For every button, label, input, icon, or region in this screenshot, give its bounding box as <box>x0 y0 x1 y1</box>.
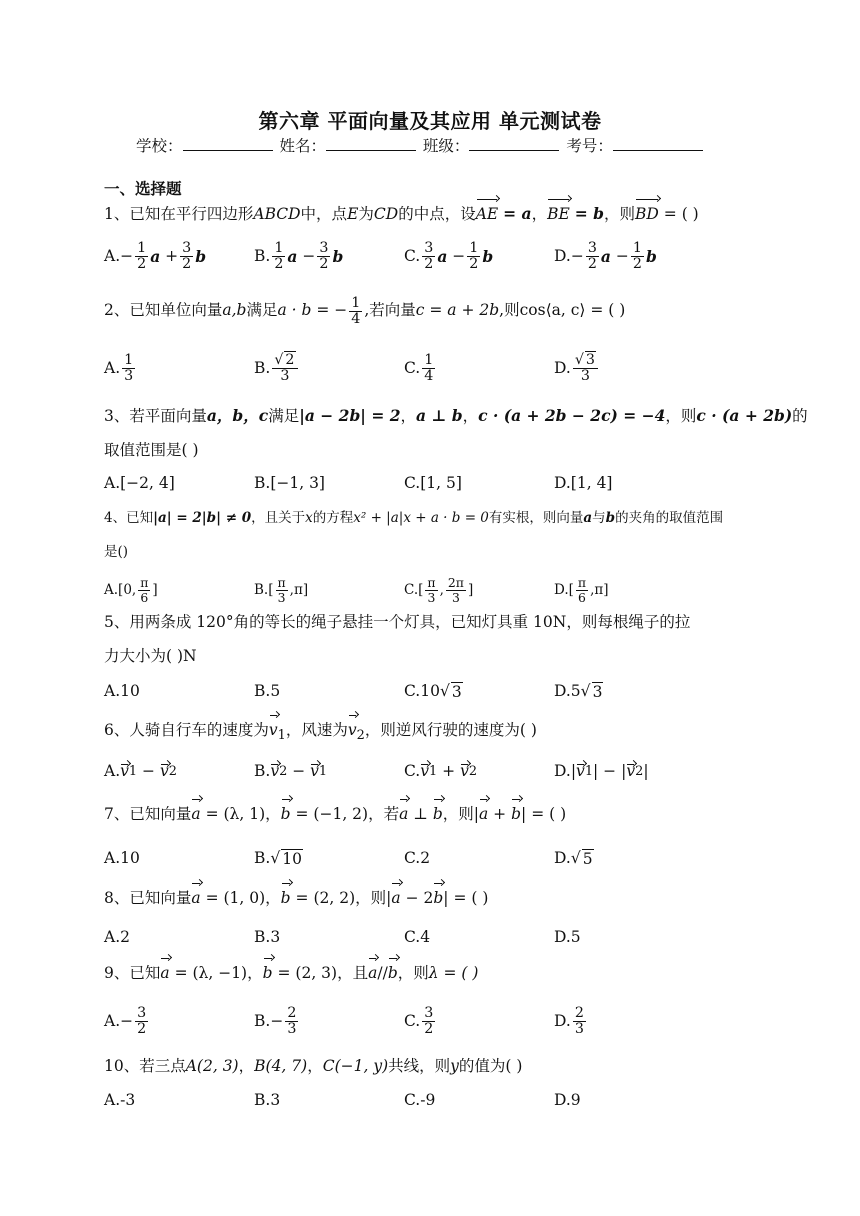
q4-line2: 是() <box>104 544 129 560</box>
q10-text: 10、若三点 <box>104 1057 186 1075</box>
q9-text: 9、已知 <box>104 964 161 982</box>
fraction: $\frac{1}{4}$ <box>424 351 434 384</box>
question-4 <box>104 501 764 569</box>
q7-options <box>104 838 764 878</box>
question-3 <box>104 399 808 467</box>
q2-option-c[interactable] <box>404 348 437 388</box>
q9-end: λ = ( ) <box>428 964 479 982</box>
q2-cond: a · b = − <box>277 301 348 319</box>
option-letter: D. <box>554 762 571 780</box>
q1-end: = ( ) <box>663 205 699 223</box>
q8-text: ，则 <box>355 889 387 907</box>
q7-text: ，则 <box>442 805 474 823</box>
q4-option-c[interactable]: C. [ $\frac{\pi}{3}$ , $\frac{2\pi}{3}$ ] <box>404 575 474 605</box>
q1-option-c[interactable]: C. $\frac{3}{2}$ a − $\frac{1}{2}$ b <box>404 239 494 272</box>
q10-option-d[interactable]: D.9 <box>554 1091 581 1109</box>
option-letter: D. <box>554 1012 571 1030</box>
q1-vec-bd: BD <box>635 197 659 231</box>
q1-options <box>104 236 764 276</box>
fraction: $\frac{√ 2}{3}$ <box>272 353 297 384</box>
q7-option-b[interactable]: B. √ 10 <box>254 849 302 868</box>
q6-option-b[interactable]: B. v 2 − v 1 <box>254 762 328 780</box>
option-letter: D. <box>554 247 571 265</box>
option-letter: C. <box>404 359 421 377</box>
q9-par: // <box>377 964 388 982</box>
fraction: $\frac{3}{2}$ <box>424 1004 434 1037</box>
q10-text: 共线，则 <box>388 1057 451 1075</box>
q7-text: 7、已知向量 <box>104 805 192 823</box>
q8-b-val: = (2, 2) <box>295 889 356 907</box>
option-letter: B. <box>254 359 271 377</box>
q9-options <box>104 1001 764 1041</box>
q1-option-a[interactable]: A. − $\frac{1}{2}$ a + $\frac{3}{2}$ b <box>104 239 207 272</box>
q7-perp: ⊥ <box>413 805 428 823</box>
q8-end: = ( ) <box>453 889 489 907</box>
q4-options <box>104 570 764 610</box>
number-label: 考号： <box>566 137 613 155</box>
q8-text: 8、已知向量 <box>104 889 192 907</box>
q3-text: 的 <box>792 407 808 425</box>
q10-option-a[interactable]: A.-3 <box>104 1091 136 1109</box>
q4-eq: x² + |a|x + a · b = 0 <box>353 510 489 526</box>
q2-text: 2、已知单位向量 <box>104 301 223 319</box>
q1-text: 的中点，设 <box>398 205 476 223</box>
school-label: 学校： <box>136 137 183 155</box>
q3-option-b[interactable]: B.[−1, 3] <box>254 474 325 492</box>
number-blank[interactable] <box>613 136 703 151</box>
q8-option-d[interactable]: D.5 <box>554 928 581 946</box>
q10-y: y <box>450 1057 459 1075</box>
q10-option-c[interactable]: C.-9 <box>404 1091 436 1109</box>
q2-options <box>104 348 764 388</box>
q7-a-val: = (λ, 1) <box>205 805 266 823</box>
q7-end: = ( ) <box>531 805 567 823</box>
q4-text: 的夹角的取值范围 <box>615 510 724 526</box>
q8-option-a[interactable]: A.2 <box>104 928 130 946</box>
q4-b: b <box>605 510 616 526</box>
option-letter: B. <box>254 582 269 598</box>
q4-text: 与 <box>592 510 606 526</box>
option-letter: A. <box>104 359 121 377</box>
fraction: $\frac{3}{2}$ <box>137 1004 147 1037</box>
option-letter: C. <box>404 582 419 598</box>
question-8: 8、已知向量a = (1, 0)，b = (2, 2)，则|a − 2b| = ( ) <box>104 881 764 915</box>
q1-text: ，则 <box>604 205 636 223</box>
q9-option-d[interactable] <box>554 1001 588 1041</box>
q6-options <box>104 751 764 791</box>
q3-line2: 取值范围是( ) <box>104 441 199 459</box>
q1-option-d[interactable]: D. − $\frac{3}{2}$ a − $\frac{1}{2}$ b <box>554 239 657 272</box>
question-5 <box>104 605 764 673</box>
q4-text: ，且关于 <box>251 510 306 526</box>
q8-option-c[interactable]: C.4 <box>404 928 431 946</box>
q4-option-a[interactable]: A. [0, $\frac{\pi}{6}$ ] <box>104 575 158 605</box>
q10-point-c: C(−1, y) <box>322 1057 389 1075</box>
q7-option-c[interactable]: C.2 <box>404 849 431 867</box>
q4-option-b[interactable]: B. [ $\frac{\pi}{3}$ ,π] <box>254 575 309 605</box>
q4-text: 有实根，则向量 <box>488 510 584 526</box>
q1-option-b[interactable]: B. $\frac{1}{2}$ a − $\frac{3}{2}$ b <box>254 239 344 272</box>
q9-b-val: = (2, 3) <box>277 964 338 982</box>
q3-text: 满足 <box>268 407 300 425</box>
option-letter: D. <box>554 582 569 598</box>
q1-cd: CD <box>373 205 399 223</box>
option-letter: B. <box>254 762 271 780</box>
q2-option-a[interactable] <box>104 348 137 388</box>
q1-eq-a: = a <box>503 204 532 223</box>
q10-options <box>104 1080 764 1120</box>
q2-text: ,则 <box>499 301 520 319</box>
fraction: $\frac{2}{3}$ <box>287 1004 297 1037</box>
q2-ab: a,b <box>222 301 247 319</box>
option-letter: B. <box>254 1012 271 1030</box>
fraction: $\frac{\pi}{3}$ <box>277 575 286 605</box>
q7-b-val: = (−1, 2) <box>295 805 369 823</box>
q2-option-b[interactable] <box>254 348 300 388</box>
fraction: $\frac{1}{2}$ <box>137 239 147 272</box>
q6-option-a[interactable]: A. v 1 − v 2 <box>104 762 177 780</box>
q5-line2: 力大小为( )N <box>104 647 197 665</box>
q5-option-a[interactable]: A.10 <box>104 682 140 700</box>
q8-options <box>104 917 764 957</box>
q3-option-d[interactable]: D.[1, 4] <box>554 474 613 492</box>
option-letter: D. <box>554 359 571 377</box>
q9-option-b[interactable]: B. − $\frac{2}{3}$ <box>254 1004 297 1037</box>
q9-text: ，且 <box>337 964 369 982</box>
q2-c: c = a + 2b <box>415 301 500 319</box>
q8-a-val: = (1, 0) <box>205 889 266 907</box>
q5-option-c[interactable]: C.10 √ 3 <box>404 682 462 701</box>
q1-e: E <box>347 205 359 223</box>
q4-option-d[interactable]: D. [ $\frac{\pi}{6}$ ,π] <box>554 575 609 605</box>
q5-options <box>104 671 764 711</box>
q5-line1: 5、用两条成 120°角的等长的绳子悬挂一个灯具，已知灯具重 10N，则每根绳子的拉 <box>104 613 691 631</box>
option-letter: C. <box>404 762 421 780</box>
option-letter: B. <box>254 247 271 265</box>
fraction: $\frac{1}{4}$ <box>351 294 361 327</box>
q1-text: 为 <box>358 205 374 223</box>
q6-text: ，则逆风行驶的速度为( ) <box>364 721 537 739</box>
q3-vars: a，b，c <box>206 406 269 425</box>
q6-option-d[interactable]: D. | v 1 | − | v 2 | <box>554 762 649 780</box>
option-letter: A. <box>104 762 121 780</box>
fraction: $\frac{\pi}{3}$ <box>427 575 436 605</box>
fraction: $\frac{3}{2}$ <box>424 239 434 272</box>
fraction: $\frac{1}{2}$ <box>274 239 284 272</box>
question-9: 9、已知a = (λ, −1)，b = (2, 3)，且a//b，则λ = ( ) <box>104 956 764 990</box>
q7-option-d[interactable]: D. √ 5 <box>554 849 593 868</box>
fraction: $\frac{2\pi}{3}$ <box>447 575 464 605</box>
q5-option-d[interactable]: D.5 √ 3 <box>554 682 603 701</box>
q3-text: 3、若平面向量 <box>104 407 207 425</box>
q1-vec-be: BE <box>547 197 570 231</box>
q3-cond1: |a − 2b| = 2 <box>299 406 401 425</box>
option-letter: C. <box>404 247 421 265</box>
fraction: $\frac{3}{2}$ <box>319 239 329 272</box>
option-letter: A. <box>104 247 121 265</box>
question-1: 1、已知在平行四边形ABCD中，点E为CD的中点，设AE = a，BE = b，则BD = ( ) <box>104 197 764 231</box>
fraction: $\frac{\pi}{6}$ <box>140 575 149 605</box>
option-letter: A. <box>104 1012 121 1030</box>
fraction: $\frac{√ 3}{3}$ <box>573 353 598 384</box>
q10-text: 的值为( ) <box>458 1057 523 1075</box>
fraction: $\frac{3}{2}$ <box>182 239 192 272</box>
q1-text: 中，点 <box>300 205 348 223</box>
option-text: D.5 <box>554 682 581 700</box>
q3-text: ，则 <box>665 407 697 425</box>
class-blank[interactable] <box>469 136 559 151</box>
q10-point-a: A(2, 3) <box>185 1057 239 1075</box>
q6-option-c[interactable]: C. v 1 + v 2 <box>404 762 478 780</box>
school-blank[interactable] <box>183 136 273 151</box>
name-label: 姓名： <box>279 137 326 155</box>
q7-text: ，若 <box>368 805 400 823</box>
q1-eq-b: = b <box>574 204 605 223</box>
q5-option-b[interactable]: B.5 <box>254 682 281 700</box>
q9-option-c[interactable] <box>404 1001 437 1041</box>
q9-a-val: = (λ, −1) <box>174 964 248 982</box>
q3-expr: c · (a + 2b) <box>696 406 793 425</box>
q6-text: 6、人骑自行车的速度为 <box>104 721 269 739</box>
q3-option-a[interactable]: A.[−2, 4] <box>104 474 175 492</box>
fraction: $\frac{1}{2}$ <box>469 239 479 272</box>
q1-abcd: ABCD <box>253 205 301 223</box>
fraction: $\frac{3}{2}$ <box>587 239 597 272</box>
q3-options <box>104 463 764 503</box>
option-letter: B. <box>254 849 271 867</box>
q2-text: ,若向量 <box>364 301 416 319</box>
q9-text: ，则 <box>397 964 429 982</box>
q4-text: 4、已知 <box>104 510 154 526</box>
option-letter: A. <box>104 582 119 598</box>
q7-option-a[interactable]: A.10 <box>104 849 140 867</box>
q3-cond3: c · (a + 2b − 2c) = −4 <box>478 406 666 425</box>
option-letter: C. <box>404 1012 421 1030</box>
question-10: 10、若三点A(2, 3)，B(4, 7)，C(−1, y)共线，则y的值为( ) <box>104 1057 523 1075</box>
q3-option-c[interactable]: C.[1, 5] <box>404 474 462 492</box>
page-title: 第六章 平面向量及其应用 单元测试卷 <box>258 109 602 133</box>
question-2 <box>104 293 764 327</box>
q3-cond2: a ⊥ b <box>416 406 463 425</box>
fraction: $\frac{\pi}{6}$ <box>577 575 587 605</box>
q2-option-d[interactable] <box>554 348 600 388</box>
q10-option-b[interactable]: B.3 <box>254 1091 281 1109</box>
q1-vec-ae: AE <box>476 197 499 231</box>
fraction: $\frac{1}{2}$ <box>632 239 642 272</box>
q2-text: 满足 <box>246 301 278 319</box>
option-text: C.10 <box>404 682 440 700</box>
q4-a: a <box>583 510 593 526</box>
q9-option-a[interactable]: A. − $\frac{3}{2}$ <box>104 1004 147 1037</box>
name-blank[interactable] <box>326 136 416 151</box>
option-letter: D. <box>554 849 571 867</box>
section-heading: 一、选择题 <box>104 180 182 198</box>
student-info-row <box>136 134 705 156</box>
q3-line1: 3、若平面向量a，b，c满足|a − 2b| = 2，a ⊥ b，c · (a + 2b − 2c) = −4，则c · (a + 2b)的 <box>104 406 808 425</box>
q1-text: 1、已知在平行四边形 <box>104 205 254 223</box>
fraction: $\frac{2}{3}$ <box>574 1004 584 1037</box>
class-label: 班级： <box>422 137 470 155</box>
q8-option-b[interactable]: B.3 <box>254 928 281 946</box>
q10-point-b: B(4, 7) <box>254 1057 308 1075</box>
q6-text: ，风速为 <box>285 721 348 739</box>
q4-x: x <box>305 510 313 526</box>
q4-text: 的方程 <box>312 510 354 526</box>
q4-cond: |a| = 2|b| ≠ 0 <box>153 510 252 526</box>
question-7: 7、已知向量a = (λ, 1)，b = (−1, 2)，若a ⊥ b，则|a + b| = ( ) <box>104 797 764 831</box>
q2-cos: cos⟨a, c⟩ = ( ) <box>519 301 626 319</box>
fraction: $\frac{1}{3}$ <box>124 351 134 384</box>
question-6: 6、人骑自行车的速度为$v_1$，风速为$v_2$，则逆风行驶的速度为( ) <box>104 713 764 753</box>
q4-line1 <box>104 501 764 535</box>
